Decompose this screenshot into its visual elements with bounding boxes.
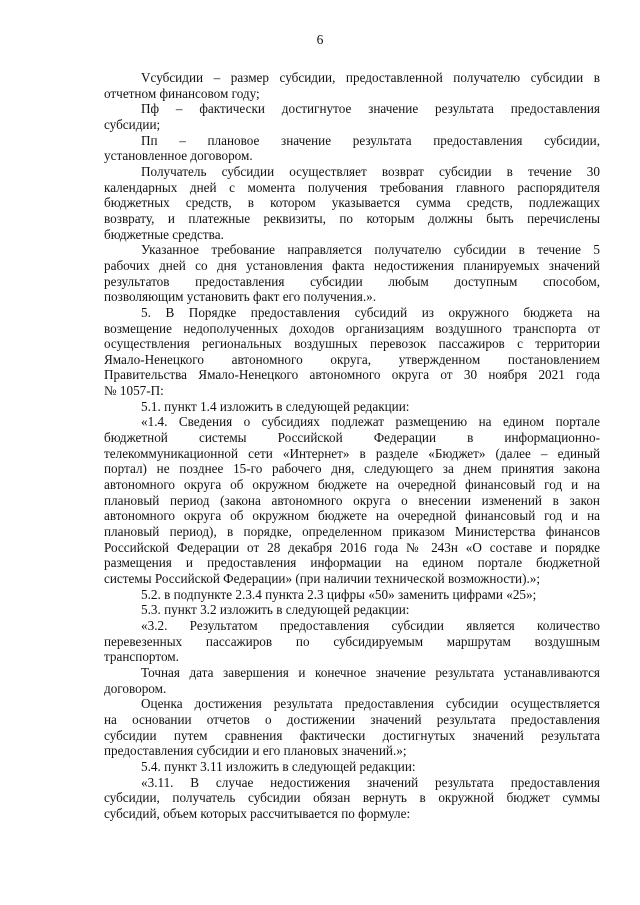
text-line: Ямало-Ненецкого автономного округа, утвержденном постановлением — [104, 351, 600, 367]
text-line: бюджетных средств, в котором указывается сумма средств, подлежащих — [104, 195, 600, 211]
text-line: на основании отчетов о достижении значений результата предоставления — [104, 711, 600, 727]
paragraph-refund-term — [104, 164, 600, 242]
text-line: договором. — [104, 680, 167, 696]
text-line: бюджетной системы Российской Федерации в информационно- — [104, 430, 600, 446]
paragraph-requirement — [104, 242, 600, 305]
text-line: № 1057-П: — [104, 383, 164, 399]
text-line: Правительства Ямало-Ненецкого автономного округа от 30 ноября 2021 года — [104, 367, 600, 383]
text-line: календарных дней с момента получения требования главного распорядителя — [104, 179, 600, 195]
text-line: 5.4. пункт 3.11 изложить в следующей редакции: — [141, 758, 416, 774]
text-line: 5. В Порядке предоставления субсидий из окружного бюджета на — [141, 304, 600, 320]
paragraph-evaluation — [104, 696, 600, 759]
text-line: автономного округа об окружном бюджете на очередной финансовый год и на — [104, 477, 600, 493]
text-line: Оценка достижения результата предоставления субсидии осуществляется — [141, 696, 600, 712]
text-line: 5.3. пункт 3.2 изложить в следующей редакции: — [141, 602, 410, 618]
paragraph-clause-1-4 — [104, 414, 600, 586]
text-line: Пф – фактически достигнутое значение результата предоставления — [141, 101, 600, 117]
text-line: Vсубсидии – размер субсидии, предоставленной получателю субсидии в — [141, 70, 600, 85]
text-line: бюджетные средства. — [104, 226, 224, 242]
paragraph-clause-3-11 — [104, 775, 600, 822]
text-line: Российской Федерации от 28 декабря 2016 года № 243н «О составе и порядке — [104, 539, 600, 555]
text-line: осуществления региональных воздушных перевозок пассажиров с территории — [104, 336, 600, 352]
text-line: субсидии, получатель субсидии обязан вернуть в окружной бюджет суммы — [104, 790, 600, 806]
text-line: возмещение недополученных доходов организациям воздушного транспорта от — [104, 320, 600, 336]
document-body — [104, 70, 600, 822]
text-line: перевезенных пассажиров по субсидируемым маршрутам воздушным — [104, 633, 600, 649]
text-line: «1.4. Сведения о субсидиях подлежат размещению на едином портале — [141, 414, 600, 430]
text-line: позволяющим установить факт его получения.». — [104, 289, 377, 305]
text-line: Точная дата завершения и конечное значение результата устанавливаются — [141, 664, 600, 680]
paragraph-clause-3-2 — [104, 618, 600, 665]
text-line: субсидии путем сравнения фактически достигнутых значений результата — [104, 727, 600, 743]
text-line: 5.1. пункт 1.4 изложить в следующей редакции: — [141, 398, 410, 414]
text-line: системы Российской Федерации» (при наличии технической возможности).»; — [104, 571, 541, 586]
text-line: Пп – плановое значение результата предоставления субсидии, — [141, 132, 600, 148]
paragraph-item-5 — [104, 305, 600, 399]
text-line: возврату, и платежные реквизиты, по которым должны быть перечислены — [104, 210, 600, 226]
text-line: размещения и предоставления информации на едином портале бюджетной — [104, 555, 600, 571]
text-line: плановый период (закона автономного округа о внесении изменений в закон — [104, 492, 600, 508]
text-line: телекоммуникационной сети «Интернет» в разделе «Бюджет» (далее – единый — [104, 445, 600, 461]
text-line: результатов предоставления субсидии любым доступным способом, — [104, 273, 600, 289]
text-line: портал) не позднее 15-го рабочего дня, следующего за днем принятия закона — [104, 461, 600, 477]
paragraph-item-5-4 — [104, 759, 600, 775]
text-line: автономного округа об окружном бюджете на очередной финансовый год и на — [104, 508, 600, 524]
page-number: 6 — [316, 32, 324, 47]
text-line: субсидий, объем которых рассчитывается по формуле: — [104, 805, 411, 821]
text-line: отчетном финансовом году; — [104, 85, 260, 101]
paragraph-pf — [104, 101, 600, 132]
text-line: плановый период), в порядке, определенном приказом Министерства финансов — [104, 524, 600, 540]
text-line: 5.2. в подпункте 2.3.4 пункта 2.3 цифры «50» заменить цифрами «25»; — [141, 586, 537, 602]
paragraph-date-result — [104, 665, 600, 696]
text-line: «3.11. В случае недостижения значений результата предоставления — [141, 774, 600, 790]
text-line: предоставления субсидии и его плановых значений.»; — [104, 743, 407, 759]
text-line: «3.2. Результатом предоставления субсидии является количество — [141, 617, 600, 633]
paragraph-vsubsidii — [104, 70, 600, 101]
paragraph-item-5-2 — [104, 587, 600, 603]
paragraph-item-5-1 — [104, 399, 600, 415]
paragraph-item-5-3 — [104, 602, 600, 618]
text-line: Получатель субсидии осуществляет возврат субсидии в течение 30 — [141, 163, 600, 179]
text-line: рабочих дней со дня установления факта недостижения планируемых значений — [104, 257, 600, 273]
text-line: Указанное требование направляется получателю субсидии в течение 5 — [141, 242, 600, 258]
text-line: субсидии; — [104, 116, 161, 132]
text-line: установленное договором. — [104, 148, 253, 164]
text-line: транспортом. — [104, 649, 179, 665]
paragraph-pp — [104, 133, 600, 164]
